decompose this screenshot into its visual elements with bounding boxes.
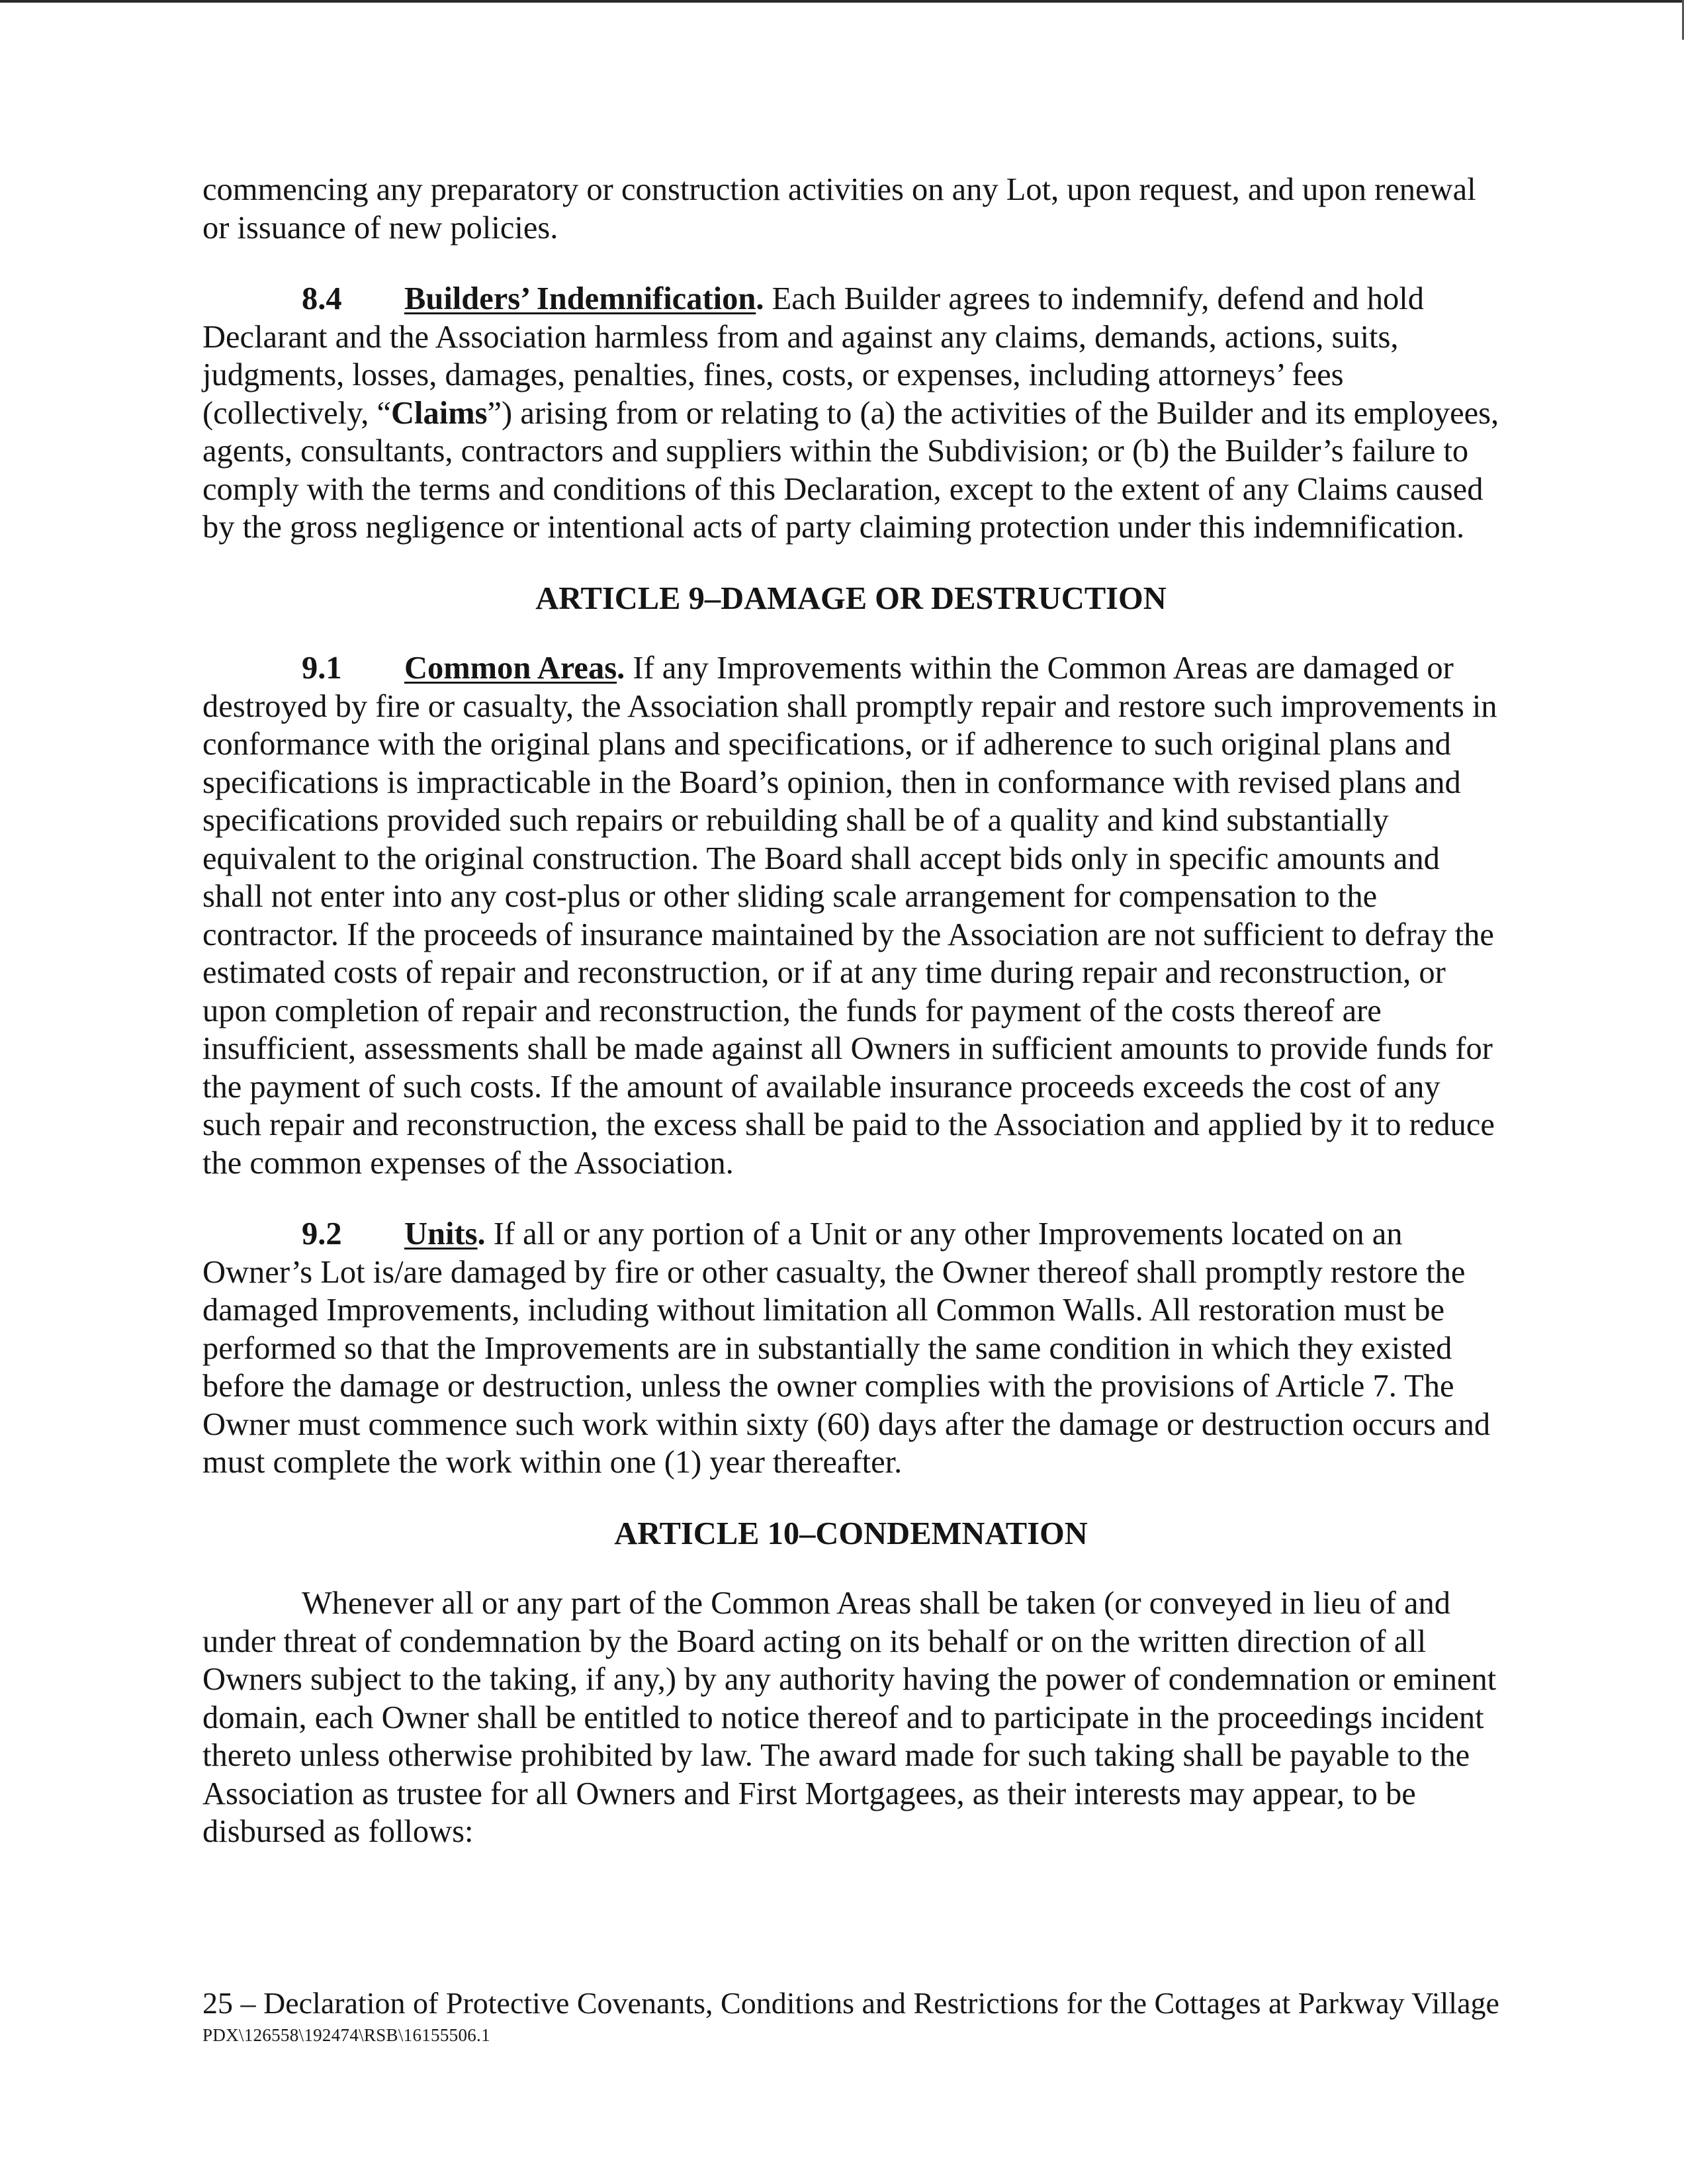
- section-9-2-period: .: [477, 1216, 486, 1251]
- section-8-4: [202, 280, 1499, 547]
- section-8-4-number: 8.4: [302, 281, 342, 316]
- section-9-2-title: Units: [404, 1216, 478, 1251]
- scan-top-edge: [0, 0, 1684, 3]
- section-9-1-number: 9.1: [302, 651, 342, 686]
- section-8-4-body-a: Each Builder agrees to indemnify, defend and hold Declarant and the Association harmless from and against any claims, demands, actions, suits, judgments, losses, damages, penalties, fines, costs, or expenses, including attorneys’ fees (collectively, “: [202, 281, 1424, 431]
- section-9-1-title: Common Areas: [404, 651, 617, 686]
- section-8-4-title: Builders’ Indemnification: [404, 281, 756, 316]
- article-10-paragraph: Whenever all or any part of the Common Areas shall be taken (or conveyed in lieu of and under threat of condemnation by the Board acting on its behalf or on the written direction of all Owners subject to the taking, if any,) by any authority having the power of condemnation or eminent domain, each Owner shall be entitled to notice thereof and to participate in the proceedings incident thereto unless otherwise prohibited by law. The award made for such taking shall be payable to the Association as trustee for all Owners and First Mortgagees, as their interests may appear, to be disbursed as follows:: [202, 1586, 1497, 1849]
- intro-paragraph: commencing any preparatory or construction activities on any Lot, upon request, and upon renewal or issuance of new policies.: [202, 172, 1476, 246]
- article-10-heading: ARTICLE 10–CONDEMNATION: [614, 1516, 1088, 1551]
- section-9-1-period: .: [617, 651, 625, 686]
- section-9-1: [202, 649, 1499, 1182]
- section-8-4-period: .: [756, 281, 764, 316]
- section-9-1-body: If any Improvements within the Common Areas are damaged or destroyed by fire or casualty, the Association shall promptly repair and restore such improvements in conformance with the original plans and specifications, or if adherence to such original plans and specifications is impracticable in the Board’s opinion, then in conformance with revised plans and specifications provided such repairs or rebuilding shall be of a quality and kind substantially equivalent to the original construction. The Board shall accept bids only in specific amounts and shall not enter into any cost-plus or other sliding scale arrangement for compensation to the contractor. If the proceeds of insurance maintained by the Association are not sufficient to defray the estimated costs of repair and reconstruction, or if at any time during repair and reconstruction, or upon completion of repair and reconstruction, the funds for payment of the costs thereof are insufficient, assessments shall be made against all Owners in sufficient amounts to provide funds for the payment of such costs. If the amount of available insurance proceeds exceeds the cost of any such repair and reconstruction, the excess shall be paid to the Association and applied by it to reduce the common expenses of the Association.: [202, 651, 1497, 1181]
- footer-document-id: PDX\126558\192474\RSB\16155506.1: [202, 2025, 490, 2045]
- claims-defined-term: Claims: [391, 395, 488, 431]
- document-page: [202, 171, 1499, 1851]
- section-8-4-body-b: ”) arising from or relating to (a) the activities of the Builder and its employees, agents, consultants, contractors and suppliers within the Subdivision; or (b) the Builder’s failure to comply with the terms and conditions of this Declaration, except to the extent of any Claims caused by the gross negligence or intentional acts of party claiming protection under this indemnification.: [202, 395, 1499, 545]
- article-9-heading: ARTICLE 9–DAMAGE OR DESTRUCTION: [535, 580, 1167, 616]
- footer-title: 25 – Declaration of Protective Covenants, Conditions and Restrictions for the Cottages at Parkway Village: [202, 1986, 1499, 2020]
- section-9-2-body: If all or any portion of a Unit or any other Improvements located on an Owner’s Lot is/are damaged by fire or other casualty, the Owner thereof shall promptly restore the damaged Improvements, including without limitation all Common Walls. All restoration must be performed so that the Improvements are in substantially the same condition in which they existed before the damage or destruction, unless the owner complies with the provisions of Article 7. The Owner must commence such work within sixty (60) days after the damage or destruction occurs and must complete the work within one (1) year thereafter.: [202, 1216, 1491, 1480]
- section-9-2-number: 9.2: [302, 1216, 342, 1251]
- section-9-2: [202, 1215, 1499, 1482]
- page-footer: [202, 1985, 1499, 2046]
